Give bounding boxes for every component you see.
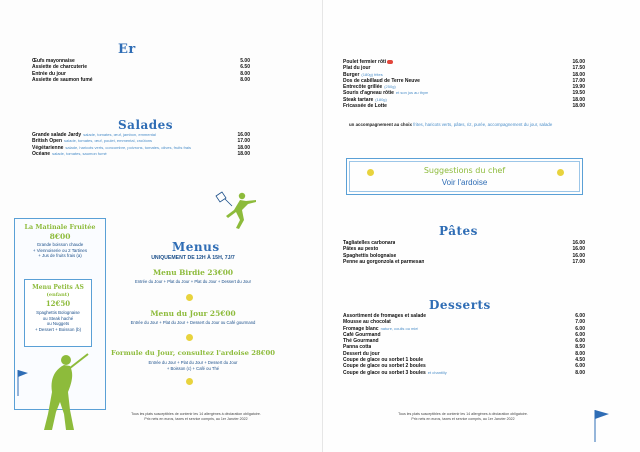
kids-menu-price: 12€50 xyxy=(45,299,71,308)
kids-menu-title: Menu Petits AS xyxy=(32,284,84,291)
matinale-line: + Jus de fruits frais (a) xyxy=(38,253,82,258)
desserts-list xyxy=(343,313,585,376)
list-item: Burger (180g) frites 18.00 xyxy=(343,71,585,78)
chef-title: Suggestions du chef xyxy=(423,166,506,175)
entrees-list xyxy=(32,58,250,83)
formule-detail: + Boisson (c) + Café ou Thé xyxy=(166,366,220,371)
salades-heading: Salades xyxy=(118,118,174,132)
formule-detail: Entrée du Jour + Plat du Jour + Dessert du Jour xyxy=(148,360,238,365)
separator-dot xyxy=(186,294,193,301)
pates-list xyxy=(343,240,585,265)
right-menu-page xyxy=(322,0,640,452)
list-item: Tagliatelles carbonara 16.00 xyxy=(343,240,585,246)
golfer-icon xyxy=(14,352,94,432)
menu-jour-name: Menu du Jour 25€00 xyxy=(150,309,236,318)
left-footer-note: Tous les plats susceptibles de contenir les 14 allergènes à déclaration obligatoire. Prix nets en euros, taxes et service compris, au 1er Janvier 2022 xyxy=(131,412,261,421)
list-item: Panna cotta 8.50 xyxy=(343,344,585,351)
formule-name: Formule du Jour, consultez l'ardoise 28€00 xyxy=(111,349,275,357)
menus-heading: Menus xyxy=(172,240,220,254)
list-item: Grande salade Jardy salade, tomates, œuf, jambon, emmental 16.00 xyxy=(32,132,250,138)
menu-jour-detail: Entrée du Jour + Plat du Jour + Dessert du Jour ou Café gourmand xyxy=(130,320,256,325)
right-footer-note: Tous les plats susceptibles de contenir les 14 allergènes à déclaration obligatoire. Prix nets en euros, taxes et service compris, au 1er Janvier 2022 xyxy=(398,412,528,421)
separator-dot xyxy=(186,378,193,385)
list-item: British Open salade, tomates, œuf, poulet, emmental, croûtons 17.00 xyxy=(32,138,250,145)
list-item: Océane salade, tomates, saumon fumé 18.00 xyxy=(32,150,250,157)
list-item: Café Gourmand 6.00 xyxy=(343,331,585,338)
golf-flag-icon xyxy=(591,408,615,444)
kids-menu-line: + Dessert + Boisson (b) xyxy=(34,326,82,332)
list-item: Souris d'agneau rôtie et son jus au thym 19.50 xyxy=(343,90,585,97)
list-item: Thé Gourmand 6.00 xyxy=(343,338,585,345)
list-item: Coupe de glace ou sorbet 1 boule 4.50 xyxy=(343,357,585,364)
matinale-title: La Matinale Fruitée xyxy=(24,223,96,231)
kids-menu-subtitle: (enfant) xyxy=(46,292,70,298)
entrees-heading: Er xyxy=(118,42,136,57)
salades-list xyxy=(32,132,250,157)
menu-birdie-detail: Entrée du Jour + Plat du Jour + Plat du Jour + Dessert du Jour xyxy=(134,279,252,284)
list-item: Végétarienne salade, haricots verts, concombre, poivrons, tomates, olives, fruits frais 18.00 xyxy=(32,144,250,151)
desserts-heading: Desserts xyxy=(429,298,491,312)
list-item: Coupe de glace ou sorbet 3 boules et chantilly 8.00 xyxy=(343,369,585,376)
list-item: Assiette de charcuterie 6.50 xyxy=(32,64,250,71)
kids-menu-line: ou Steak haché xyxy=(42,315,74,321)
matinale-price: 8€00 xyxy=(49,232,71,241)
separator-dot xyxy=(186,334,193,341)
plats-list xyxy=(343,59,585,109)
list-item: Entrée du jour 8.00 xyxy=(32,70,250,77)
chef-subtitle: Voir l'ardoise xyxy=(441,178,488,187)
kids-menu-line: ou Nuggets xyxy=(46,321,70,326)
new-badge-icon xyxy=(387,60,393,64)
list-item: Coupe de glace ou sorbet 2 boules 6.00 xyxy=(343,363,585,370)
list-item: Plat du jour 17.50 xyxy=(343,65,585,72)
list-item: Spaghettis bolognaise 16.00 xyxy=(343,252,585,259)
pates-heading: Pâtes xyxy=(439,224,478,238)
list-item: Poulet fermier rôti 16.00 xyxy=(343,59,585,65)
list-item: Entrecôte grillée (250g) 19.90 xyxy=(343,84,585,91)
list-item: Penne au gorgonzola et parmesan 17.00 xyxy=(343,258,585,265)
list-item: Fromage blanc nature, coulis ou miel 6.00 xyxy=(343,325,585,332)
list-item: Fricassée de Lotte 18.00 xyxy=(343,103,585,110)
accompaniment-note: un accompagnement au choix frites, haricots verts, pâtes, riz, purée, accompagnement du jour, salade xyxy=(349,122,553,127)
matinale-line: Grande boisson chaude xyxy=(36,242,84,247)
matinale-line: + Viennoiserie ou 2 Tartines xyxy=(32,247,88,253)
list-item: Assiette de saumon fumé 8.00 xyxy=(32,76,250,83)
kids-menu-box xyxy=(24,279,92,347)
menus-subheading: UNIQUEMENT DE 12H À 15H, 7J/7 xyxy=(151,255,235,261)
list-item: Dessert du jour 8.00 xyxy=(343,350,585,357)
kids-menu-line: Spaghettis Bolognaise xyxy=(36,310,80,315)
list-item: Assortiment de fromages et salade 6.00 xyxy=(343,313,585,319)
menu-birdie-name: Menu Birdie 23€00 xyxy=(152,268,234,277)
list-item: Mousse au chocolat 7.00 xyxy=(343,319,585,326)
chef-suggestions-box xyxy=(346,158,583,195)
list-item: Steak tartare (180g) 18.00 xyxy=(343,96,585,103)
tennis-player-icon xyxy=(212,190,264,230)
list-item: Pâtes au pesto 16.00 xyxy=(343,246,585,253)
list-item: Dos de cabillaud de Terre Neuve 17.00 xyxy=(343,77,585,84)
list-item: Œufs mayonnaise 5.00 xyxy=(32,58,250,64)
